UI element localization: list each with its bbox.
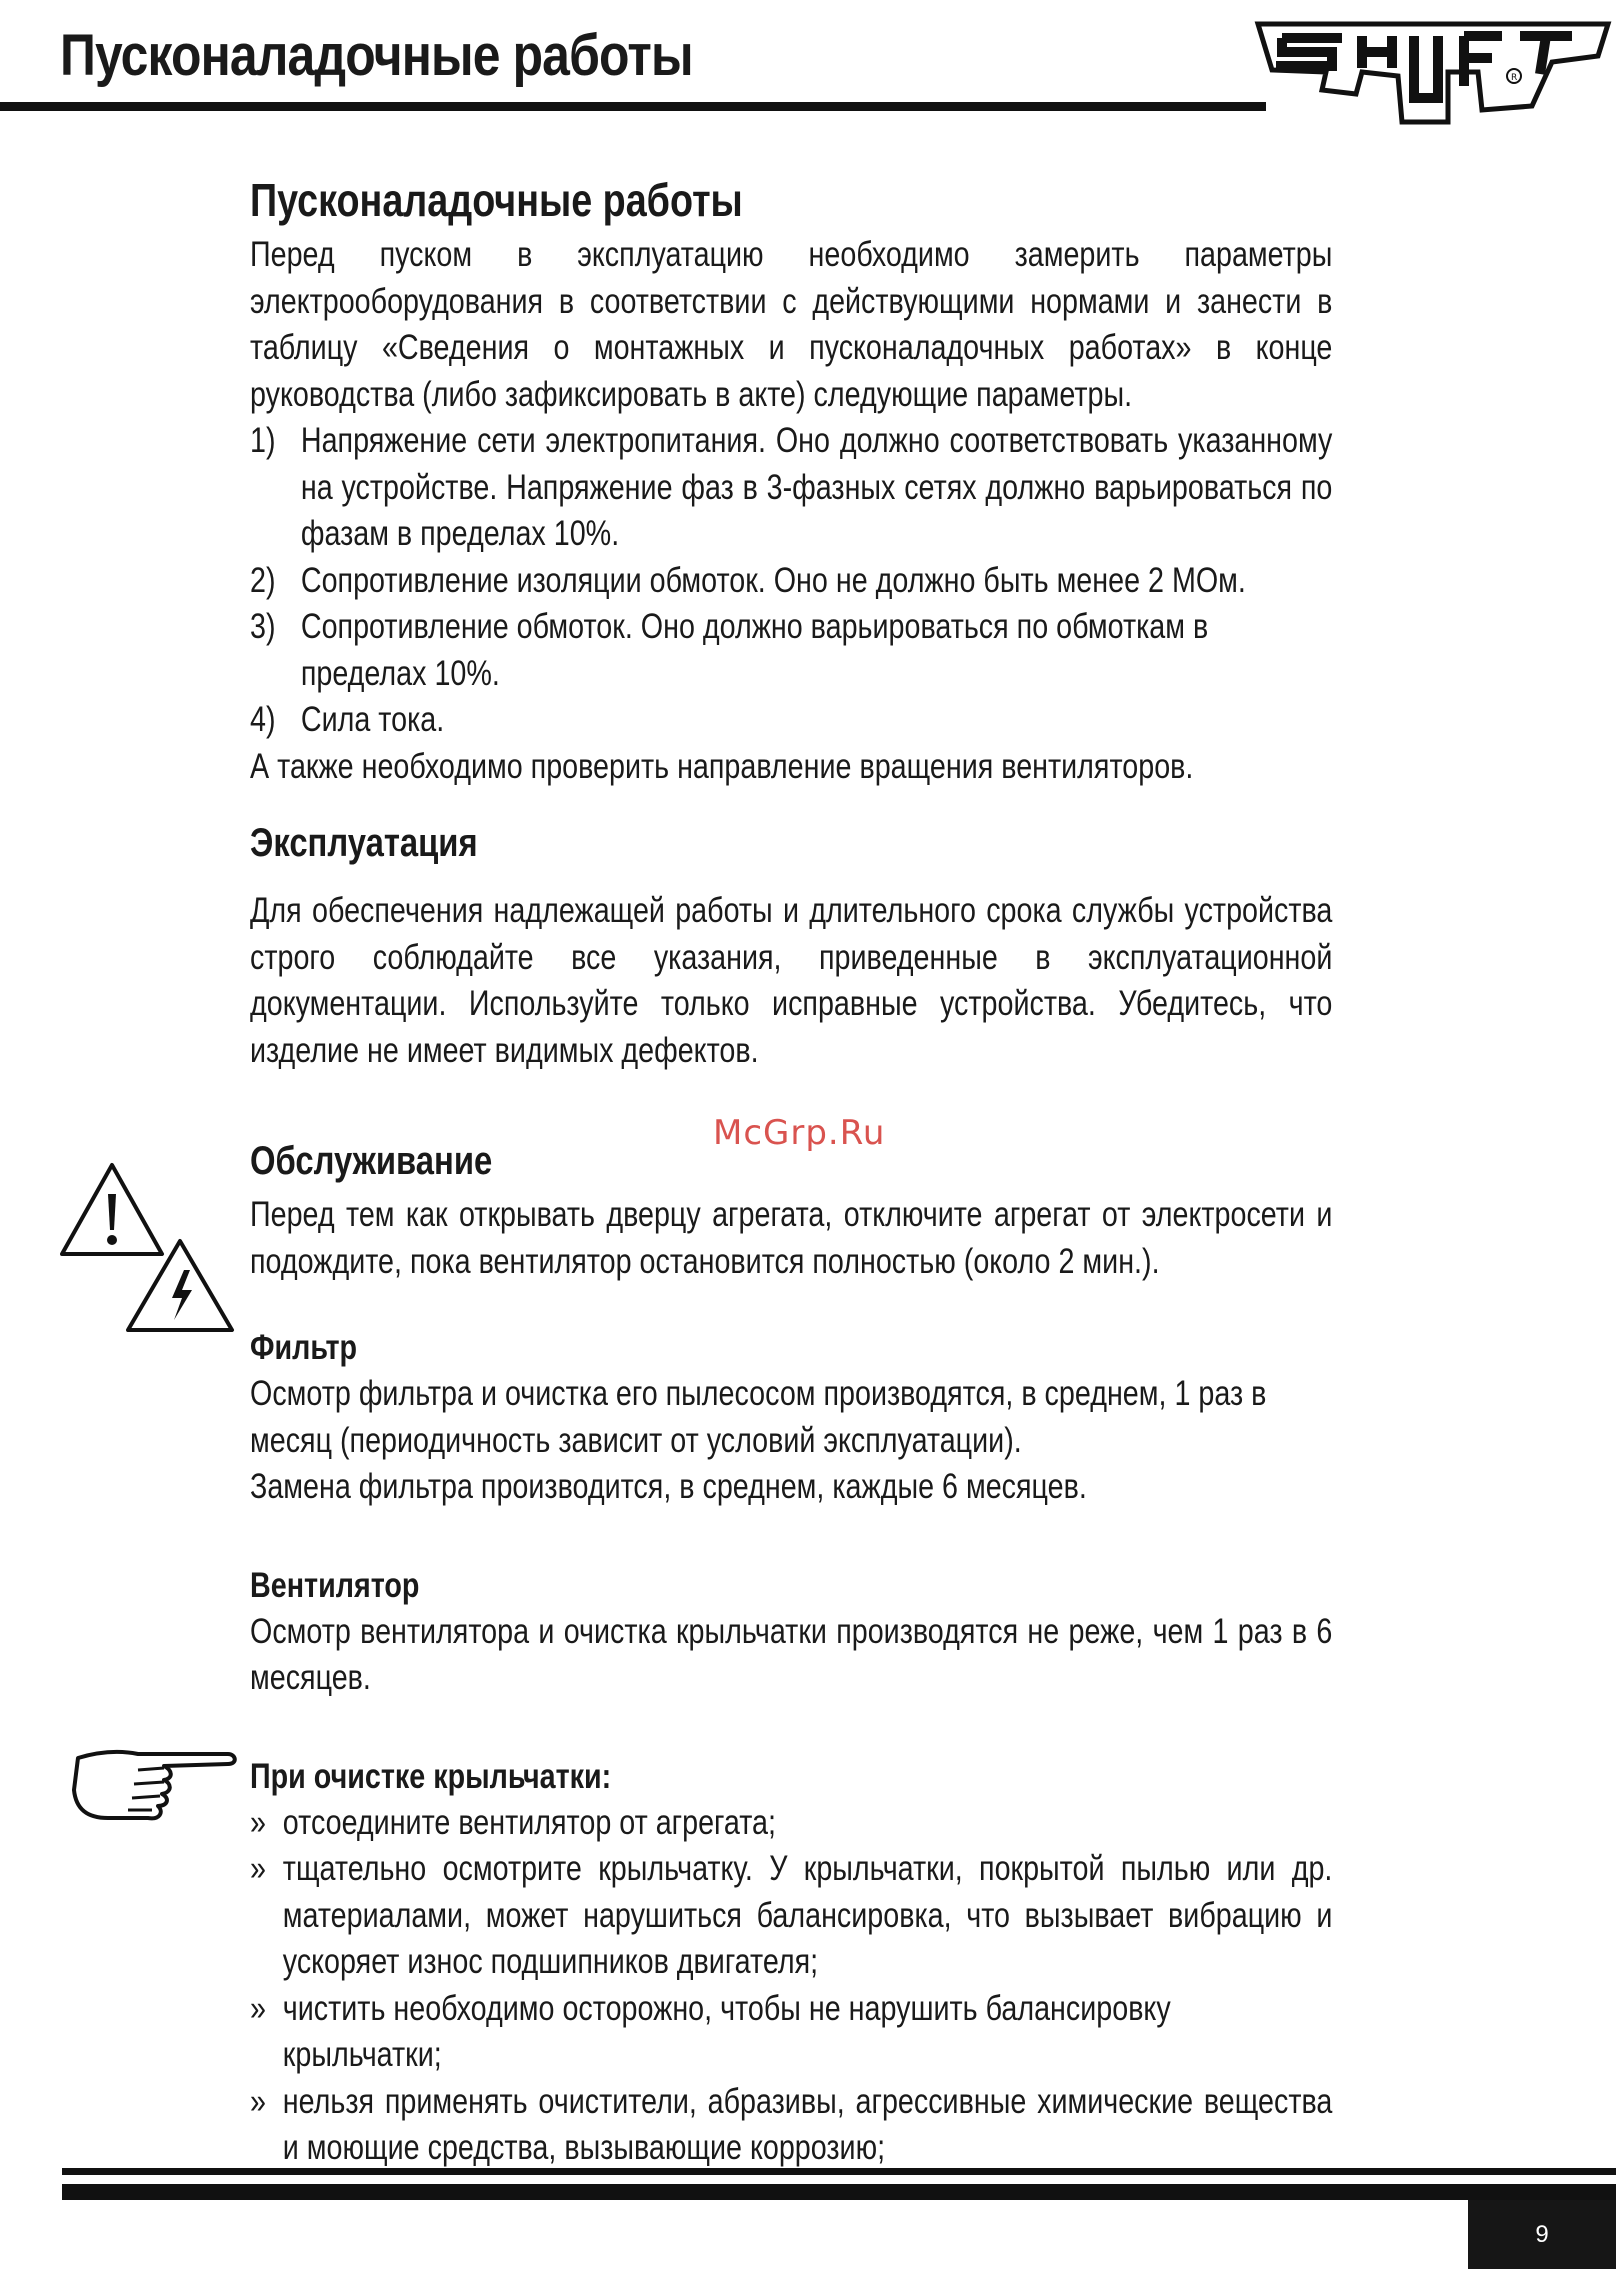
filter-heading: Фильтр	[250, 1328, 358, 1367]
filter-text-1: Осмотр фильтра и очистка его пылесосом производятся, в среднем, 1 раз в месяц (периодичность зависит от условий эксплуатации).	[250, 1374, 1267, 1460]
watermark: McGrp.Ru	[713, 1113, 886, 1153]
operation-heading: Эксплуатация	[250, 821, 478, 865]
shuft-logo	[1252, 14, 1614, 126]
commissioning-intro: Перед пуском в эксплуатацию необходимо замерить параметры электрооборудования в соответствии с действующими нормами и занести в таблицу «Сведения о монтажных и пусконаладочных работах» в конце руководства (либо зафиксировать в акте) следующие параметры.	[250, 235, 1333, 414]
pointing-hand-icon	[68, 1740, 240, 1832]
param-item-2: 2) Сопротивление изоляции обмоток. Оно не должно быть менее 2 МОм.	[250, 560, 1246, 600]
maintenance-text: Перед тем как открывать дверцу агрегата, отключите агрегат от электросети и подождите, пока вентилятор остановится полностью (около 2 мин.).	[250, 1195, 1333, 1281]
impeller-bullet-3: » чистить необходимо осторожно, чтобы не нарушить балансировку крыльчатки;	[250, 1988, 1171, 2074]
param-item-1: 1) Напряжение сети электропитания. Оно должно соответствовать указанному на устройстве. Напряжение фаз в 3-фазных сетях должно варьироваться по фазам в пределах 10%.	[250, 421, 1333, 553]
commissioning-section	[250, 172, 1332, 790]
impeller-bullet-1: » отсоедините вентилятор от агрегата;	[250, 1802, 776, 1842]
fan-heading: Вентилятор	[250, 1565, 420, 1605]
filter-text-2: Замена фильтра производится, в среднем, каждые 6 месяцев.	[250, 1467, 1087, 1506]
commissioning-outro: А также необходимо проверить направление вращения вентиляторов.	[250, 746, 1194, 786]
header-divider	[0, 102, 1266, 111]
impeller-bullet-4: » нельзя применять очистители, абразивы, агрессивные химические вещества и моющие средства, вызывающие коррозию;	[250, 2081, 1333, 2167]
fan-text: Осмотр вентилятора и очистка крыльчатки производятся не реже, чем 1 раз в 6 месяцев.	[250, 1611, 1333, 1697]
impeller-heading: При очистке крыльчатки:	[250, 1756, 612, 1796]
param-item-3: 3) Сопротивление обмоток. Оно должно варьироваться по обмоткам в пределах 10%.	[250, 607, 1209, 693]
main-content	[250, 172, 1610, 2172]
operation-section	[250, 818, 1332, 1074]
param-item-4: 4) Сила тока.	[250, 700, 445, 739]
footer-divider-thick	[62, 2184, 1616, 2200]
impeller-bullet-2: » тщательно осмотрите крыльчатку. У крыльчатки, покрытой пылью или др. материалами, может нарушиться балансировка, что вызывает вибрацию и ускоряет износ подшипников двигателя;	[250, 1849, 1333, 1981]
maintenance-heading: Обслуживание	[250, 1139, 493, 1183]
maintenance-section	[250, 1136, 1332, 2172]
commissioning-heading: Пусконаладочные работы	[250, 174, 743, 226]
svg-text:R: R	[1511, 73, 1518, 83]
high-voltage-icon	[124, 1236, 236, 1336]
page-number: 9	[1468, 2200, 1616, 2269]
footer-divider-thin	[62, 2168, 1616, 2175]
operation-text: Для обеспечения надлежащей работы и длительного срока службы устройства строго соблюдайте все указания, приведенные в эксплуатационной документации. Используйте только исправные устройства. Убедитесь, что изделие не имеет видимых дефектов.	[250, 891, 1333, 1070]
page-header-title: Пусконаладочные работы	[60, 23, 693, 88]
